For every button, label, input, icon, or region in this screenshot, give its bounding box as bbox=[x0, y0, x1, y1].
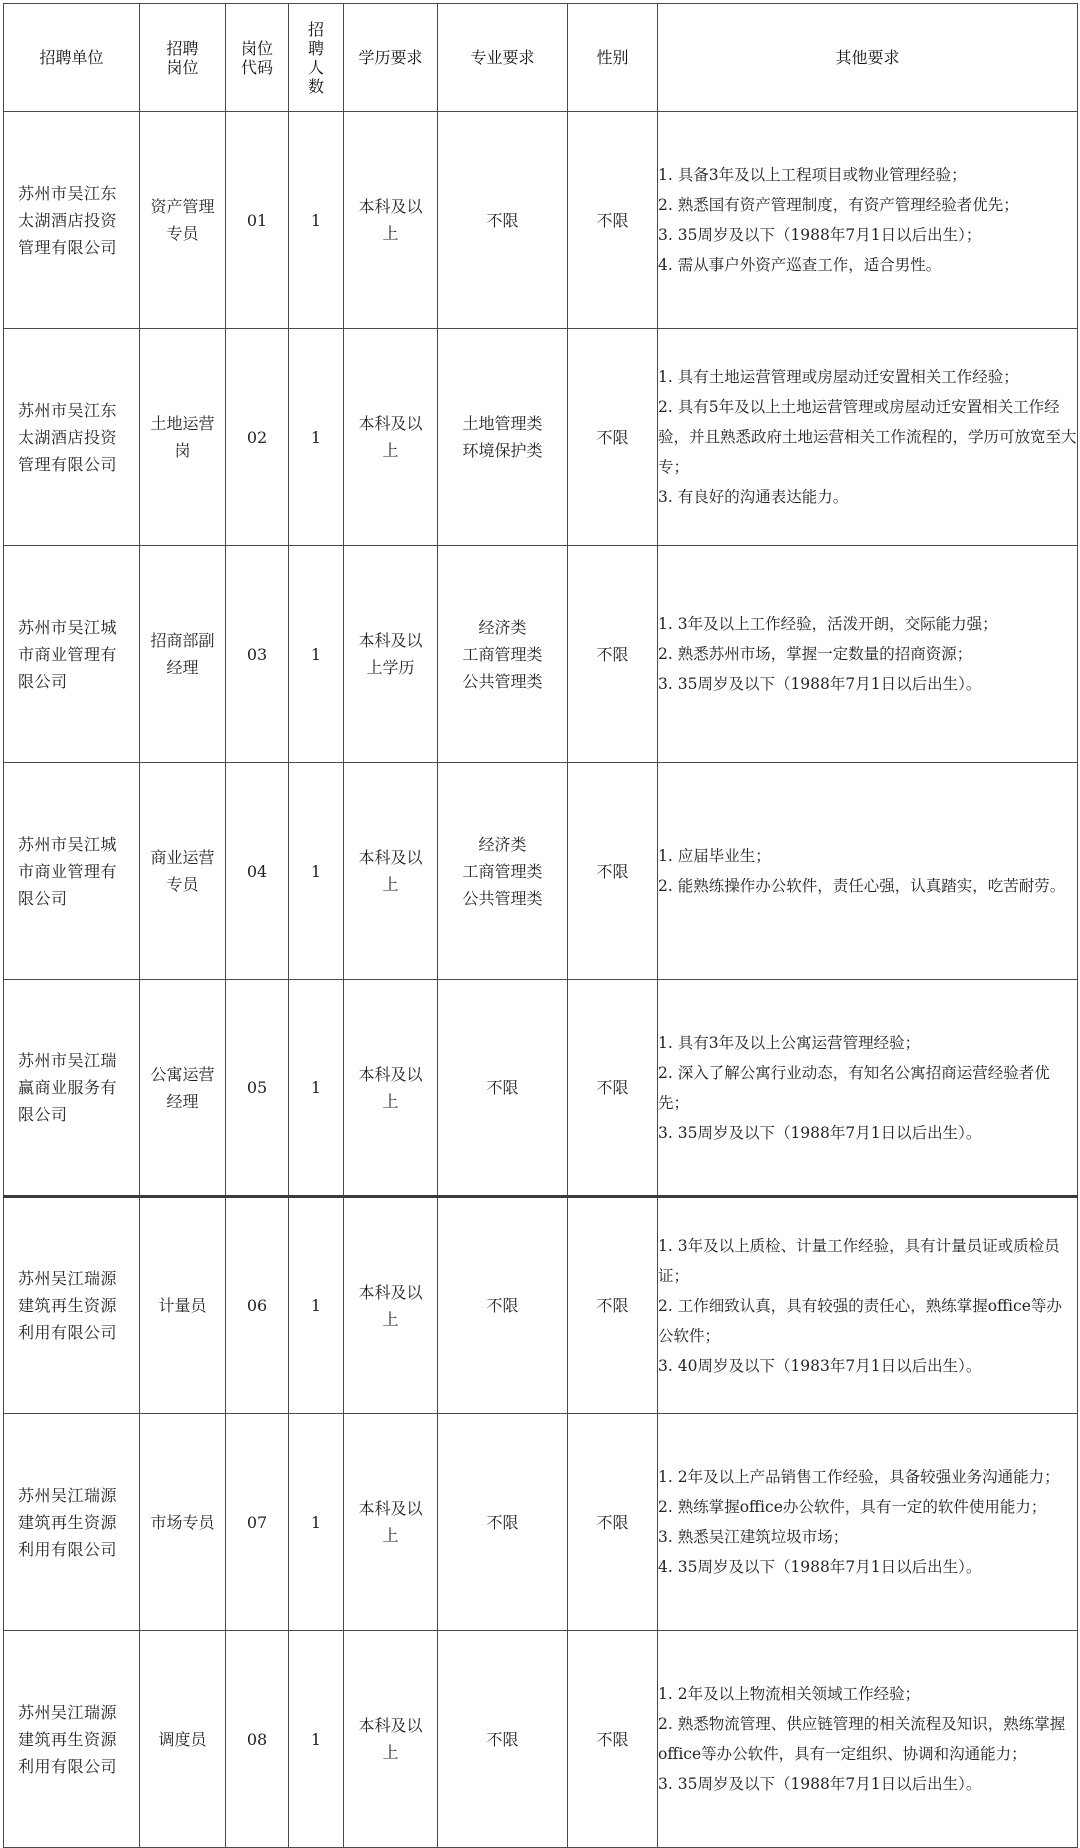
unit-text: 苏州吴江瑞源 建筑再生资源 利用有限公司 bbox=[18, 1702, 118, 1776]
cell-education bbox=[344, 1631, 438, 1848]
cell-unit bbox=[4, 763, 140, 980]
cell-gender bbox=[568, 546, 658, 763]
post-text: 调度员 bbox=[158, 1729, 207, 1749]
post-text: 资产管理 专员 bbox=[150, 197, 215, 243]
education-text: 本科及以 上 bbox=[358, 1716, 423, 1762]
gender-text: 不限 bbox=[596, 861, 629, 881]
col-header-other: 其他要求 bbox=[658, 4, 1078, 112]
requirement-item: 1. 具有3年及以上公寓运营管理经验； bbox=[658, 1033, 921, 1052]
cell-education bbox=[344, 546, 438, 763]
major-text: 不限 bbox=[486, 1078, 519, 1097]
col-header-education: 学历要求 bbox=[344, 4, 438, 112]
count-text: 1 bbox=[310, 210, 322, 230]
col-header-major: 专业要求 bbox=[438, 4, 568, 112]
cell-unit bbox=[4, 980, 140, 1197]
requirements-list bbox=[658, 1679, 1077, 1799]
gender-text: 不限 bbox=[596, 1296, 629, 1315]
cell-gender bbox=[568, 1414, 658, 1631]
code-text: 03 bbox=[246, 644, 268, 664]
cell-other-requirements bbox=[658, 329, 1078, 546]
requirement-item: 2. 熟悉物流管理、供应链管理的相关流程及知识，熟练掌握office等办公软件，具有一定组织、协调和沟通能力； bbox=[658, 1715, 1066, 1763]
cell-major bbox=[438, 329, 568, 546]
cell-code bbox=[226, 1414, 289, 1631]
education-text: 本科及以 上 bbox=[358, 1282, 423, 1329]
count-text: 1 bbox=[310, 644, 322, 664]
gender-text: 不限 bbox=[596, 427, 629, 447]
count-text: 1 bbox=[310, 861, 322, 881]
count-text: 1 bbox=[310, 1512, 322, 1532]
post-text: 计量员 bbox=[158, 1296, 207, 1315]
major-text: 经济类 工商管理类 公共管理类 bbox=[462, 617, 543, 691]
requirements-list bbox=[658, 609, 1077, 699]
cell-count bbox=[289, 763, 344, 980]
requirement-item: 1. 具有土地运营管理或房屋动迁安置相关工作经验； bbox=[658, 368, 1019, 386]
header-row bbox=[4, 4, 1078, 112]
post-text: 公寓运营 经理 bbox=[150, 1064, 215, 1111]
education-text: 本科及以 上 bbox=[358, 848, 423, 894]
cell-code bbox=[226, 763, 289, 980]
education-text: 本科及以 上 bbox=[358, 1064, 423, 1111]
requirements-list bbox=[658, 160, 1077, 280]
table-row bbox=[4, 329, 1078, 546]
major-text: 不限 bbox=[486, 1296, 519, 1315]
requirement-item: 3. 40周岁及以下（1983年7月1日以后出生）。 bbox=[658, 1356, 982, 1375]
unit-text: 苏州市吴江城 市商业管理有 限公司 bbox=[18, 617, 118, 691]
requirements-list bbox=[658, 1231, 1077, 1381]
cell-other-requirements bbox=[658, 763, 1078, 980]
major-text: 经济类 工商管理类 公共管理类 bbox=[462, 834, 543, 908]
cell-other-requirements bbox=[658, 1197, 1078, 1414]
table-body bbox=[4, 112, 1078, 1848]
requirement-item: 1. 3年及以上工作经验，活泼开朗，交际能力强； bbox=[658, 615, 998, 633]
table-row bbox=[4, 546, 1078, 763]
code-text: 01 bbox=[246, 210, 268, 230]
major-text: 不限 bbox=[486, 1512, 519, 1532]
cell-code bbox=[226, 1631, 289, 1848]
requirement-item: 2. 具有5年及以上土地运营管理或房屋动迁安置相关工作经验，并且熟悉政府土地运营相关工作流程的，学历可放宽至大专； bbox=[658, 398, 1077, 476]
unit-text: 苏州市吴江东 太湖酒店投资 管理有限公司 bbox=[18, 400, 118, 474]
requirement-item: 3. 熟悉吴江建筑垃圾市场； bbox=[658, 1528, 849, 1546]
count-text: 1 bbox=[310, 1078, 322, 1097]
cell-education bbox=[344, 112, 438, 329]
cell-gender bbox=[568, 980, 658, 1197]
cell-other-requirements bbox=[658, 1414, 1078, 1631]
requirement-item: 1. 3年及以上质检、计量工作经验，具有计量员证或质检员证； bbox=[658, 1236, 1060, 1285]
cell-other-requirements bbox=[658, 112, 1078, 329]
cell-code bbox=[226, 980, 289, 1197]
cell-unit bbox=[4, 112, 140, 329]
code-text: 07 bbox=[246, 1512, 268, 1532]
major-text: 不限 bbox=[486, 1729, 519, 1749]
cell-other-requirements bbox=[658, 546, 1078, 763]
cell-gender bbox=[568, 1197, 658, 1414]
cell-other-requirements bbox=[658, 1631, 1078, 1848]
cell-major bbox=[438, 1197, 568, 1414]
table-row bbox=[4, 1631, 1078, 1848]
cell-post bbox=[140, 546, 226, 763]
code-text: 06 bbox=[246, 1296, 268, 1315]
requirements-list bbox=[658, 1462, 1077, 1582]
requirement-item: 2. 熟悉苏州市场，掌握一定数量的招商资源； bbox=[658, 645, 973, 663]
code-text: 04 bbox=[246, 861, 268, 881]
cell-count bbox=[289, 546, 344, 763]
education-text: 本科及以 上 bbox=[358, 414, 423, 460]
cell-unit bbox=[4, 546, 140, 763]
cell-count bbox=[289, 1197, 344, 1414]
col-header-unit: 招聘单位 bbox=[4, 4, 140, 112]
requirement-item: 3. 35周岁及以下（1988年7月1日以后出生）； bbox=[658, 226, 982, 244]
cell-education bbox=[344, 1414, 438, 1631]
table-row bbox=[4, 112, 1078, 329]
cell-code bbox=[226, 546, 289, 763]
cell-education bbox=[344, 980, 438, 1197]
post-text: 土地运营 岗 bbox=[150, 414, 215, 460]
table-row bbox=[4, 1414, 1078, 1631]
col-header-count: 招 聘 人 数 bbox=[289, 4, 344, 112]
cell-gender bbox=[568, 763, 658, 980]
post-text: 商业运营 专员 bbox=[150, 848, 215, 894]
cell-education bbox=[344, 329, 438, 546]
cell-count bbox=[289, 112, 344, 329]
gender-text: 不限 bbox=[596, 210, 629, 230]
requirement-item: 1. 应届毕业生； bbox=[658, 847, 771, 865]
requirement-item: 2. 工作细致认真，具有较强的责任心，熟练掌握office等办公软件； bbox=[658, 1296, 1062, 1345]
cell-code bbox=[226, 1197, 289, 1414]
requirement-item: 2. 熟悉国有资产管理制度，有资产管理经验者优先； bbox=[658, 196, 1019, 214]
code-text: 02 bbox=[246, 427, 268, 447]
gender-text: 不限 bbox=[596, 644, 629, 664]
gender-text: 不限 bbox=[596, 1729, 629, 1749]
post-text: 市场专员 bbox=[150, 1512, 215, 1532]
requirements-list bbox=[658, 362, 1077, 512]
cell-code bbox=[226, 329, 289, 546]
cell-major bbox=[438, 1631, 568, 1848]
requirement-item: 3. 35周岁及以下（1988年7月1日以后出生）。 bbox=[658, 1123, 982, 1142]
cell-gender bbox=[568, 112, 658, 329]
requirement-item: 3. 35周岁及以下（1988年7月1日以后出生）。 bbox=[658, 1775, 982, 1793]
cell-other-requirements bbox=[658, 980, 1078, 1197]
cell-post bbox=[140, 1414, 226, 1631]
cell-post bbox=[140, 112, 226, 329]
gender-text: 不限 bbox=[596, 1512, 629, 1532]
requirement-item: 1. 2年及以上物流相关领域工作经验； bbox=[658, 1685, 921, 1703]
code-text: 08 bbox=[246, 1729, 268, 1749]
requirement-item: 1. 具备3年及以上工程项目或物业管理经验； bbox=[658, 166, 967, 184]
cell-post bbox=[140, 980, 226, 1197]
requirement-item: 2. 熟练掌握office办公软件，具有一定的软件使用能力； bbox=[658, 1498, 1047, 1516]
unit-text: 苏州市吴江城 市商业管理有 限公司 bbox=[18, 834, 118, 908]
education-text: 本科及以 上 bbox=[358, 1499, 423, 1545]
cell-unit bbox=[4, 1414, 140, 1631]
unit-text: 苏州市吴江瑞 赢商业服务有 限公司 bbox=[18, 1051, 118, 1124]
cell-unit bbox=[4, 1631, 140, 1848]
cell-gender bbox=[568, 329, 658, 546]
cell-post bbox=[140, 329, 226, 546]
recruitment-table bbox=[3, 3, 1078, 1848]
cell-major bbox=[438, 980, 568, 1197]
requirement-item: 3. 有良好的沟通表达能力。 bbox=[658, 488, 849, 506]
requirements-list bbox=[658, 841, 1077, 901]
col-header-gender: 性别 bbox=[568, 4, 658, 112]
cell-post bbox=[140, 763, 226, 980]
cell-count bbox=[289, 1631, 344, 1848]
requirement-item: 4. 需从事户外资产巡查工作，适合男性。 bbox=[658, 256, 942, 274]
cell-gender bbox=[568, 1631, 658, 1848]
count-text: 1 bbox=[310, 1296, 322, 1315]
cell-education bbox=[344, 1197, 438, 1414]
unit-text: 苏州市吴江东 太湖酒店投资 管理有限公司 bbox=[18, 183, 118, 257]
cell-count bbox=[289, 329, 344, 546]
cell-major bbox=[438, 112, 568, 329]
unit-text: 苏州吴江瑞源 建筑再生资源 利用有限公司 bbox=[18, 1485, 118, 1559]
gender-text: 不限 bbox=[596, 1078, 629, 1097]
requirement-item: 1. 2年及以上产品销售工作经验，具备较强业务沟通能力； bbox=[658, 1468, 1060, 1486]
cell-count bbox=[289, 1414, 344, 1631]
count-text: 1 bbox=[310, 427, 322, 447]
education-text: 本科及以 上 bbox=[358, 197, 423, 243]
table-row bbox=[4, 980, 1078, 1197]
cell-education bbox=[344, 763, 438, 980]
code-text: 05 bbox=[246, 1078, 268, 1097]
cell-post bbox=[140, 1631, 226, 1848]
requirement-item: 2. 能熟练操作办公软件，责任心强，认真踏实，吃苦耐劳。 bbox=[658, 877, 1066, 895]
cell-major bbox=[438, 546, 568, 763]
major-text: 不限 bbox=[486, 210, 519, 230]
cell-post bbox=[140, 1197, 226, 1414]
table-row bbox=[4, 763, 1078, 980]
requirements-list bbox=[658, 1028, 1077, 1148]
table-row bbox=[4, 1197, 1078, 1414]
cell-code bbox=[226, 112, 289, 329]
requirement-item: 3. 35周岁及以下（1988年7月1日以后出生）。 bbox=[658, 675, 982, 693]
major-text: 土地管理类 环境保护类 bbox=[462, 414, 543, 460]
count-text: 1 bbox=[310, 1729, 322, 1749]
cell-major bbox=[438, 1414, 568, 1631]
unit-text: 苏州吴江瑞源 建筑再生资源 利用有限公司 bbox=[18, 1269, 118, 1342]
col-header-post: 招聘 岗位 bbox=[140, 4, 226, 112]
requirement-item: 2. 深入了解公寓行业动态，有知名公寓招商运营经验者优先； bbox=[658, 1063, 1050, 1112]
cell-unit bbox=[4, 1197, 140, 1414]
cell-unit bbox=[4, 329, 140, 546]
col-header-code: 岗位 代码 bbox=[226, 4, 289, 112]
requirement-item: 4. 35周岁及以下（1988年7月1日以后出生）。 bbox=[658, 1558, 982, 1576]
post-text: 招商部副 经理 bbox=[150, 631, 215, 677]
cell-major bbox=[438, 763, 568, 980]
cell-count bbox=[289, 980, 344, 1197]
education-text: 本科及以 上学历 bbox=[358, 631, 423, 677]
